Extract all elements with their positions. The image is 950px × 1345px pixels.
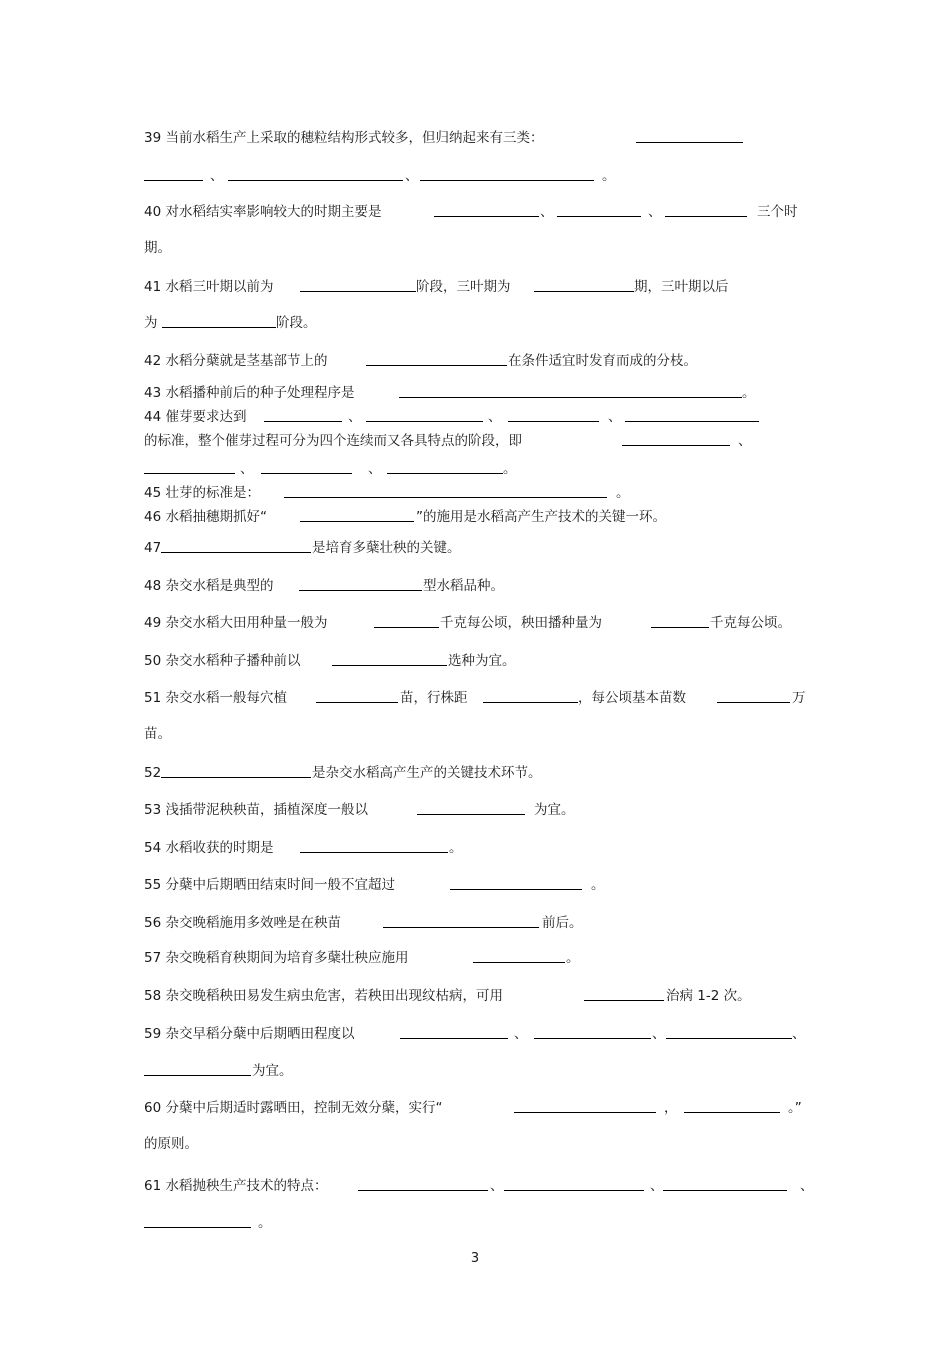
- question-48-text: 48 杂交水稻是典型的: [144, 578, 274, 594]
- question-51-mid2: ，每公顷基本苗数: [578, 690, 686, 706]
- answer-blank[interactable]: [663, 1190, 787, 1191]
- question-41-text: 41 水稻三叶期以前为: [144, 279, 274, 295]
- question-57-text: 57 杂交晚稻育秧期间为培育多蘖壮秧应施用: [144, 950, 409, 966]
- question-45-text: 45 壮芽的标准是：: [144, 485, 260, 501]
- answer-blank[interactable]: [636, 142, 743, 143]
- separator: 、: [608, 409, 622, 425]
- question-51-end: 万: [792, 690, 806, 706]
- question-47-text: 47: [144, 540, 162, 556]
- question-41-mid2: 期，三叶期以后: [634, 279, 729, 295]
- answer-blank[interactable]: [358, 1190, 488, 1191]
- question-46-text: 46 水稻抽穗期抓好“: [144, 509, 267, 525]
- answer-blank[interactable]: [625, 421, 759, 422]
- answer-blank[interactable]: [534, 1038, 651, 1039]
- question-52-after: 是杂交水稻高产生产的关键技术环节。: [312, 765, 542, 781]
- question-53-text: 53 浅插带泥秧秧苗，插植深度一般以: [144, 802, 368, 818]
- question-40-cont: 期。: [144, 240, 171, 256]
- question-53-after: 为宜。: [534, 802, 575, 818]
- question-52-text: 52: [144, 765, 162, 781]
- question-51-text: 51 杂交水稻一般每穴植: [144, 690, 287, 706]
- end-mark: 。: [449, 840, 463, 856]
- end-mark: 。: [258, 1215, 272, 1231]
- end-mark: 。: [566, 950, 580, 966]
- question-44-text: 44 催芽要求达到: [144, 409, 247, 425]
- question-55-text: 55 分蘖中后期晒田结束时间一般不宜超过: [144, 877, 395, 893]
- end-mark: 。”: [788, 1100, 802, 1116]
- question-41-mid1: 阶段，三叶期为: [416, 279, 511, 295]
- question-58-after: 治病 1-2 次。: [666, 988, 751, 1004]
- answer-blank[interactable]: [162, 327, 276, 328]
- answer-blank[interactable]: [316, 702, 398, 703]
- separator: 、: [800, 1178, 814, 1194]
- question-47-after: 是培育多蘖壮秧的关键。: [312, 540, 461, 556]
- answer-blank[interactable]: [144, 473, 235, 474]
- separator: 、: [540, 204, 554, 220]
- answer-blank[interactable]: [383, 927, 539, 928]
- answer-blank[interactable]: [717, 702, 790, 703]
- separator: 、: [650, 1178, 664, 1194]
- separator: 、: [792, 1026, 806, 1042]
- answer-blank[interactable]: [144, 1075, 251, 1076]
- question-44-cont: 的标准，整个催芽过程可分为四个连续而又各具特点的阶段，即: [144, 433, 522, 449]
- question-51-cont: 苗。: [144, 726, 171, 742]
- answer-blank[interactable]: [504, 1190, 644, 1191]
- question-46-after: ”的施用是水稻高产生产技术的关键一环。: [416, 509, 666, 525]
- question-56-text: 56 杂交晚稻施用多效唑是在秧苗: [144, 915, 341, 931]
- question-56-after: 前后。: [542, 915, 583, 931]
- question-43-text: 43 水稻播种前后的种子处理程序是: [144, 385, 355, 401]
- answer-blank[interactable]: [284, 497, 607, 498]
- end-mark: 。: [616, 485, 630, 501]
- question-59-text: 59 杂交早稻分蘖中后期晒田程度以: [144, 1026, 355, 1042]
- answer-blank[interactable]: [514, 1112, 656, 1113]
- answer-blank[interactable]: [366, 365, 507, 366]
- question-60-cont: 的原则。: [144, 1136, 198, 1152]
- answer-blank[interactable]: [584, 1000, 664, 1001]
- question-50-after: 选种为宜。: [448, 653, 516, 669]
- answer-blank[interactable]: [508, 421, 599, 422]
- answer-blank[interactable]: [332, 665, 447, 666]
- answer-blank[interactable]: [299, 590, 422, 591]
- end-mark: 。: [503, 461, 517, 477]
- question-39-text: 39 当前水稻生产上采取的穗粒结构形式较多，但归纳起来有三类：: [144, 130, 544, 146]
- answer-blank[interactable]: [144, 1227, 251, 1228]
- separator: 、: [488, 409, 502, 425]
- answer-blank[interactable]: [420, 180, 594, 181]
- separator: 、: [490, 1178, 504, 1194]
- separator: 、: [368, 461, 382, 477]
- separator: 、: [652, 1026, 666, 1042]
- page-number: 3: [470, 1251, 480, 1266]
- answer-blank[interactable]: [417, 814, 525, 815]
- answer-blank[interactable]: [144, 180, 203, 181]
- question-41-cont: 为: [144, 315, 158, 331]
- answer-blank[interactable]: [434, 216, 539, 217]
- answer-blank[interactable]: [666, 1038, 792, 1039]
- question-48-after: 型水稻品种。: [423, 578, 504, 594]
- separator: 、: [348, 409, 362, 425]
- answer-blank[interactable]: [450, 889, 582, 890]
- end-mark: 。: [602, 168, 616, 184]
- answer-blank[interactable]: [264, 421, 342, 422]
- answer-blank[interactable]: [161, 777, 311, 778]
- answer-blank[interactable]: [400, 1038, 508, 1039]
- question-60-text: 60 分蘖中后期适时露晒田，控制无效分蘖，实行“: [144, 1100, 443, 1116]
- answer-blank[interactable]: [651, 627, 709, 628]
- end-mark: 。: [591, 877, 605, 893]
- question-49-text: 49 杂交水稻大田用种量一般为: [144, 615, 328, 631]
- question-58-text: 58 杂交晚稻秧田易发生病虫危害，若秧田出现纹枯病，可用: [144, 988, 503, 1004]
- question-41-end: 阶段。: [276, 315, 317, 331]
- separator: 、: [514, 1026, 528, 1042]
- separator: 、: [210, 168, 224, 184]
- separator: 、: [405, 168, 419, 184]
- answer-blank[interactable]: [622, 445, 730, 446]
- answer-blank[interactable]: [483, 702, 578, 703]
- separator: 、: [738, 433, 752, 449]
- answer-blank[interactable]: [228, 180, 403, 181]
- question-40-after: 三个时: [757, 204, 798, 220]
- answer-blank[interactable]: [300, 852, 448, 853]
- question-50-text: 50 杂交水稻种子播种前以: [144, 653, 301, 669]
- separator: 、: [648, 204, 662, 220]
- question-40-text: 40 对水稻结实率影响较大的时期主要是: [144, 204, 382, 220]
- answer-blank[interactable]: [366, 421, 483, 422]
- question-59-end: 为宜。: [252, 1063, 293, 1079]
- question-51-mid1: 苗，行株距: [400, 690, 468, 706]
- question-54-text: 54 水稻收获的时期是: [144, 840, 274, 856]
- separator: 、: [240, 461, 254, 477]
- answer-blank[interactable]: [557, 216, 641, 217]
- end-mark: 。: [742, 385, 756, 401]
- answer-blank[interactable]: [300, 291, 416, 292]
- answer-blank[interactable]: [387, 473, 503, 474]
- separator: ，: [664, 1100, 678, 1116]
- answer-blank[interactable]: [300, 521, 414, 522]
- answer-blank[interactable]: [374, 627, 439, 628]
- question-61-text: 61 水稻抛秧生产技术的特点：: [144, 1178, 328, 1194]
- answer-blank[interactable]: [684, 1112, 780, 1113]
- answer-blank[interactable]: [473, 962, 565, 963]
- answer-blank[interactable]: [534, 291, 634, 292]
- question-42-after: 在条件适宜时发育而成的分枝。: [508, 353, 697, 369]
- answer-blank[interactable]: [399, 397, 742, 398]
- answer-blank[interactable]: [665, 216, 747, 217]
- answer-blank[interactable]: [261, 473, 352, 474]
- answer-blank[interactable]: [161, 552, 311, 553]
- question-49-mid: 千克每公顷，秧田播种量为: [440, 615, 602, 631]
- question-49-end: 千克每公顷。: [710, 615, 791, 631]
- question-42-text: 42 水稻分蘖就是茎基部节上的: [144, 353, 328, 369]
